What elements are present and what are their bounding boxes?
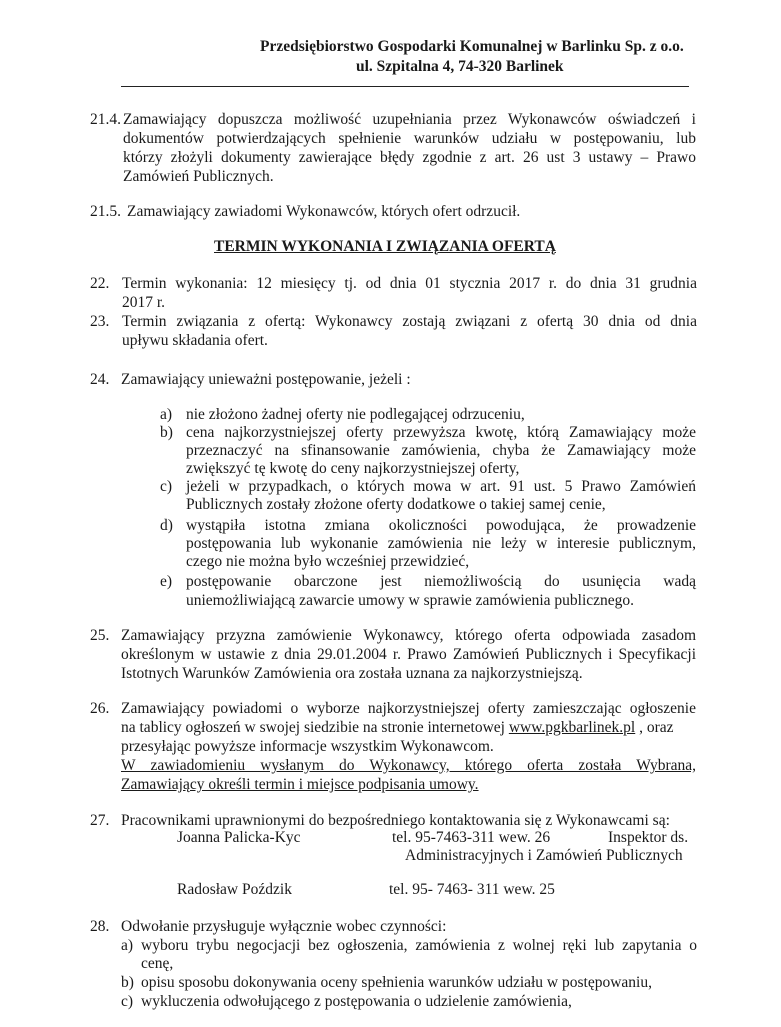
item-28-c-line-1: wykluczenia odwołującego z postępowania o udzielenie zamówienia, bbox=[141, 993, 572, 1010]
item-24-b-line-1: cena najkorzystniejszej oferty przewyższa kwotę, którą Zamawiający może bbox=[186, 424, 696, 441]
item-21-4-line-3: którzy złożyli dokumenty zawierające błędy zgodnie z art. 26 ust 3 ustawy – Prawo bbox=[123, 149, 696, 166]
company-name: Przedsiębiorstwo Gospodarki Komunalnej w Barlinku Sp. z o.o. bbox=[260, 38, 684, 55]
item-27-intro: Pracownikami uprawnionymi do bezpośredniego kontaktowania się z Wykonawcami są: bbox=[121, 812, 670, 829]
contact-1-name: Joanna Palicka-Kyc bbox=[177, 829, 301, 846]
item-28-b-line-1: opisu sposobu dokonywania oceny spełnienia warunków udziału w postępowaniu, bbox=[141, 974, 652, 991]
item-24-d-line-1: wystąpiła istotna zmiana okoliczności powodująca, że prowadzenie bbox=[186, 517, 696, 534]
item-26-line-1: Zamawiający powiadomi o wyborze najkorzystniejszej oferty zamieszczając ogłoszenie bbox=[121, 700, 696, 717]
item-25-line-3: Istotnych Warunków Zamówienia ora została uznana za najkorzystniejszą. bbox=[121, 665, 583, 682]
item-28-intro: Odwołanie przysługuje wyłącznie wobec czynności: bbox=[121, 918, 447, 935]
item-22-line-2: 2017 r. bbox=[122, 294, 166, 311]
item-21-4-line-2: dokumentów potwierdzających spełnienie warunków udziału w postępowaniu, lub bbox=[123, 130, 696, 147]
item-28-a-line-1: wyboru trybu negocjacji bez ogłoszenia, zamówienia z wolnej ręki lub zapytania o bbox=[141, 937, 697, 954]
item-23-number: 23. bbox=[90, 313, 110, 330]
item-26-number: 26. bbox=[90, 700, 110, 717]
contact-1-role-2: Administracyjnych i Zamówień Publicznych bbox=[405, 847, 683, 864]
item-24-e-line-1: postępowanie obarczone jest niemożliwością do usunięcia wadą bbox=[186, 573, 696, 590]
item-24-c-line-2: Publicznych zostały złożone oferty dodatkowe o takiej samej cenie, bbox=[186, 496, 606, 513]
item-24-c-label: c) bbox=[160, 478, 173, 495]
item-28-a-label: a) bbox=[121, 937, 134, 954]
header-divider bbox=[121, 86, 689, 87]
item-21-4-number: 21.4. bbox=[90, 111, 121, 128]
item-28-a-line-2: cenę, bbox=[141, 955, 174, 972]
company-address: ul. Szpitalna 4, 74-320 Barlinek bbox=[356, 58, 564, 75]
item-23-line-2: upływu składania ofert. bbox=[122, 332, 268, 349]
item-28-b-label: b) bbox=[121, 974, 134, 991]
item-26-line-2-text: na tablicy ogłoszeń w swojej siedzibie na stronie internetowej bbox=[121, 719, 509, 736]
item-26-line-4: W zawiadomieniu wysłanym do Wykonawcy, którego oferta została Wybrana, bbox=[121, 757, 696, 774]
item-24-b-line-2: przeznaczyć na sfinansowanie zamówienia, chyba że Zamawiający może bbox=[186, 442, 696, 459]
item-21-4-line-4: Zamówień Publicznych. bbox=[123, 168, 274, 185]
item-23-line-1: Termin związania z ofertą: Wykonawcy zostają związani z ofertą 30 dnia od dnia bbox=[122, 313, 697, 330]
contact-1-role-1: Inspektor ds. bbox=[608, 829, 689, 846]
item-22-line-1: Termin wykonania: 12 miesięcy tj. od dnia 01 stycznia 2017 r. do dnia 31 grudnia bbox=[122, 275, 697, 292]
item-27-number: 27. bbox=[90, 812, 110, 829]
item-25-line-1: Zamawiający przyzna zamówienie Wykonawcy, którego oferta odpowiada zasadom bbox=[121, 627, 696, 644]
item-24-d-line-3: czego nie można było wcześniej przewidzieć, bbox=[186, 553, 470, 570]
item-24-e-line-2: uniemożliwiającą zawarcie umowy w sprawie zamówienia publicznego. bbox=[186, 592, 635, 609]
item-24-b-line-3: zwiększyć tę kwotę do ceny najkorzystniejszej oferty, bbox=[186, 460, 520, 477]
item-26-line-5: Zamawiający określi termin i miejsce podpisania umowy. bbox=[121, 776, 479, 793]
item-24-b-label: b) bbox=[160, 424, 173, 441]
item-24-d-line-2: postępowania lub wykonanie zamówienia nie leży w interesie publicznym, bbox=[186, 535, 696, 552]
item-24-intro: Zamawiający unieważni postępowanie, jeżeli : bbox=[121, 371, 411, 388]
contact-2-name: Radosław Poździk bbox=[177, 881, 292, 898]
item-26-line-2-tail: , oraz bbox=[635, 719, 674, 736]
item-21-4-line-1: Zamawiający dopuszcza możliwość uzupełniania przez Wykonawców oświadczeń i bbox=[123, 111, 696, 128]
contact-2-phone: tel. 95- 7463- 311 wew. 25 bbox=[389, 881, 555, 898]
item-26-line-2 bbox=[121, 719, 674, 737]
contact-1-phone: tel. 95-7463-311 wew. 26 bbox=[392, 829, 551, 846]
website-link[interactable]: www.pgkbarlinek.pl bbox=[508, 719, 636, 736]
item-24-e-label: e) bbox=[160, 573, 173, 590]
item-24-number: 24. bbox=[90, 371, 110, 388]
item-24-d-label: d) bbox=[160, 517, 173, 534]
item-25-line-2: określonym w ustawie z dnia 29.01.2004 r. Prawo Zamówień Publicznych i Specyfikacji bbox=[121, 646, 696, 663]
item-25-number: 25. bbox=[90, 627, 110, 644]
item-28-number: 28. bbox=[90, 918, 110, 935]
section-title: TERMIN WYKONANIA I ZWIĄZANIA OFERTĄ bbox=[214, 238, 556, 255]
item-24-a-line-1: nie złożono żadnej oferty nie podlegającej odrzuceniu, bbox=[186, 406, 525, 423]
item-24-a-label: a) bbox=[160, 406, 173, 423]
item-26-line-3: przesyłając powyższe informacje wszystkim Wykonawcom. bbox=[121, 738, 494, 755]
item-24-c-line-1: jeżeli w przypadkach, o których mowa w art. 91 ust. 5 Prawo Zamówień bbox=[186, 478, 696, 495]
item-22-number: 22. bbox=[90, 275, 110, 292]
item-28-c-label: c) bbox=[121, 993, 134, 1010]
item-21-5-number: 21.5. bbox=[90, 203, 121, 220]
item-21-5-text: Zamawiający zawiadomi Wykonawców, których ofert odrzucił. bbox=[127, 203, 521, 220]
